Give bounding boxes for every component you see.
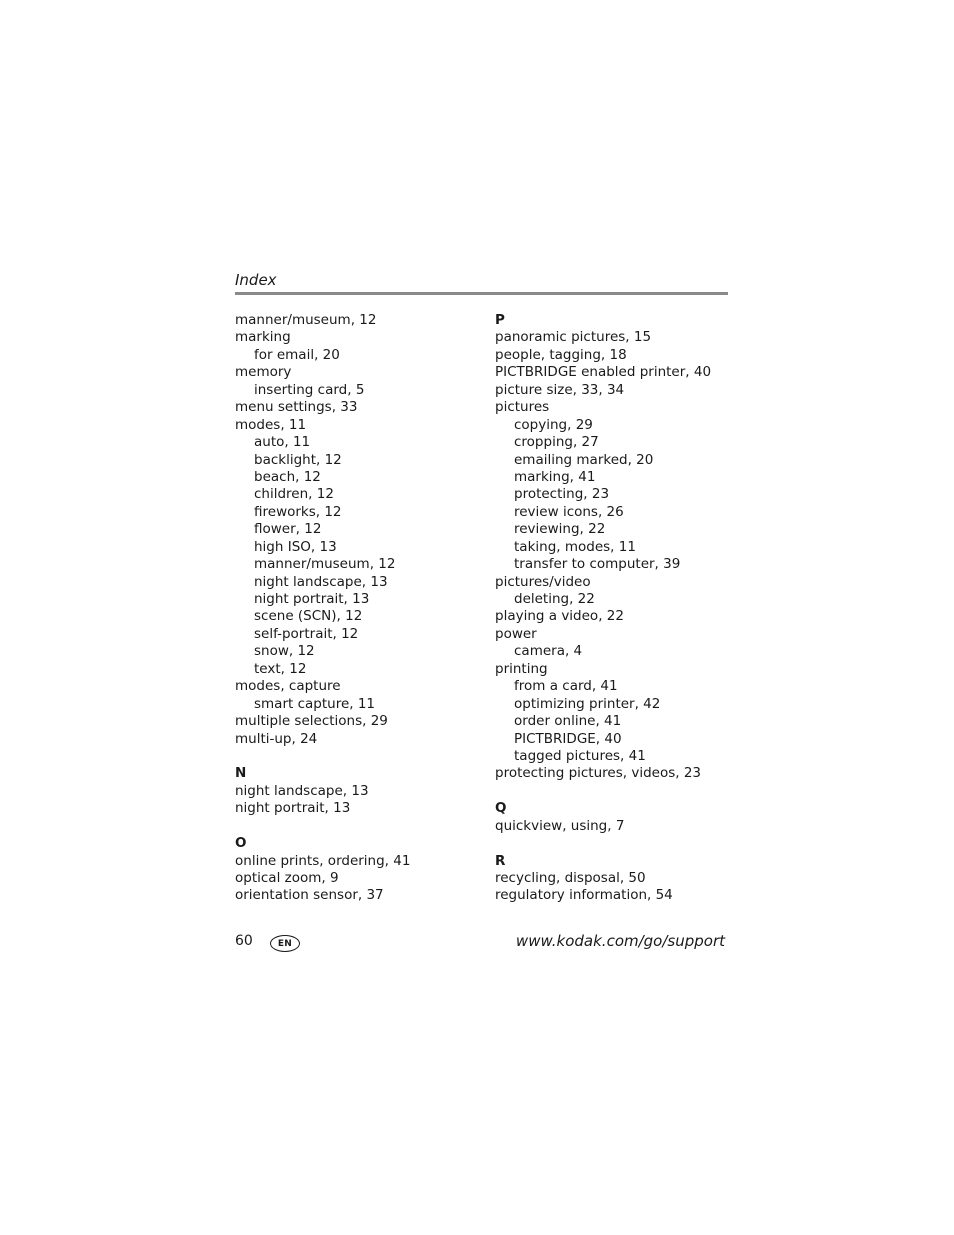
index-entry: playing a video, 22: [495, 608, 624, 625]
index-entry: modes, capture: [235, 678, 341, 695]
running-header-title: Index: [235, 271, 277, 289]
index-subentry: deleting, 22: [514, 591, 595, 607]
index-subentry: scene (SCN), 12: [254, 608, 363, 625]
index-subentry: smart capture, 11: [254, 695, 376, 712]
index-entry: multi-up, 24: [235, 730, 318, 747]
index-subentry: auto, 11: [254, 434, 311, 451]
index-subentry: emailing marked, 20: [514, 451, 654, 468]
index-entry: panoramic pictures, 15: [495, 329, 652, 346]
index-subentry: night landscape, 13: [254, 573, 388, 590]
index-entry: memory: [235, 364, 292, 381]
index-subentry: backlight, 12: [254, 451, 342, 468]
header-rule: [235, 292, 728, 295]
index-entry: printing: [495, 660, 548, 677]
index-spacer: [495, 835, 745, 852]
index-entry: menu settings, 33: [235, 399, 358, 416]
index-subentry: manner/museum, 12: [254, 556, 396, 573]
index-subentry: children, 12: [254, 486, 334, 503]
index-subentry: transfer to computer, 39: [514, 556, 681, 573]
index-subentry: taking, modes, 11: [514, 538, 636, 555]
index-subentry: beach, 12: [254, 468, 321, 485]
index-letter-heading: O: [235, 835, 247, 852]
index-subentry: cropping, 27: [514, 434, 599, 451]
index-subentry: for email, 20: [254, 346, 340, 363]
index-subentry: protecting, 23: [514, 486, 610, 503]
index-subentry: fireworks, 12: [254, 503, 342, 520]
index-subentry: copying, 29: [514, 416, 593, 433]
language-badge-icon: EN: [270, 935, 300, 952]
index-entry: pictures: [495, 399, 550, 416]
index-subentry: order online, 41: [514, 713, 622, 730]
index-letter-heading: P: [495, 312, 505, 328]
index-spacer: [495, 783, 745, 800]
page-number: 60: [235, 933, 253, 949]
index-subentry: optimizing printer, 42: [514, 695, 661, 712]
index-subentry: marking, 41: [514, 468, 596, 485]
index-spacer: [235, 748, 485, 765]
index-letter-heading: N: [235, 765, 247, 782]
index-entry: pictures/video: [495, 573, 591, 590]
index-entry: protecting pictures, videos, 23: [495, 765, 702, 782]
index-entry: marking: [235, 329, 291, 346]
index-entry: optical zoom, 9: [235, 870, 339, 886]
index-subentry: PICTBRIDGE, 40: [514, 730, 622, 747]
index-entry: modes, 11: [235, 416, 307, 433]
index-subentry: snow, 12: [254, 643, 315, 660]
index-subentry: night portrait, 13: [254, 591, 370, 607]
index-subentry: review icons, 26: [514, 503, 624, 520]
index-entry: online prints, ordering, 41: [235, 852, 411, 869]
index-entry: quickview, using, 7: [495, 817, 625, 834]
index-subentry: tagged pictures, 41: [514, 747, 646, 764]
index-entry: PICTBRIDGE enabled printer, 40: [495, 364, 712, 381]
index-spacer: [235, 818, 485, 835]
index-letter-heading: R: [495, 852, 506, 869]
index-entry: people, tagging, 18: [495, 346, 627, 363]
support-url: www.kodak.com/go/support: [515, 932, 725, 950]
index-entry: manner/museum, 12: [235, 312, 377, 328]
index-entry: night landscape, 13: [235, 782, 369, 799]
index-subentry: high ISO, 13: [254, 538, 337, 555]
index-column-left: [235, 312, 485, 905]
index-entry: power: [495, 625, 537, 642]
index-column-right: [495, 312, 745, 905]
index-subentry: camera, 4: [514, 643, 583, 660]
index-entry: multiple selections, 29: [235, 713, 388, 730]
index-entry: orientation sensor, 37: [235, 887, 384, 904]
index-subentry: text, 12: [254, 660, 307, 677]
index-entry: regulatory information, 54: [495, 887, 673, 904]
index-subentry: self-portrait, 12: [254, 625, 359, 642]
index-entry: picture size, 33, 34: [495, 381, 625, 398]
index-entry: night portrait, 13: [235, 800, 351, 817]
index-subentry: inserting card, 5: [254, 381, 365, 398]
index-subentry: reviewing, 22: [514, 521, 606, 538]
index-entry: recycling, disposal, 50: [495, 870, 646, 886]
index-letter-heading: Q: [495, 800, 507, 817]
index-subentry: from a card, 41: [514, 678, 618, 695]
index-subentry: flower, 12: [254, 521, 322, 538]
